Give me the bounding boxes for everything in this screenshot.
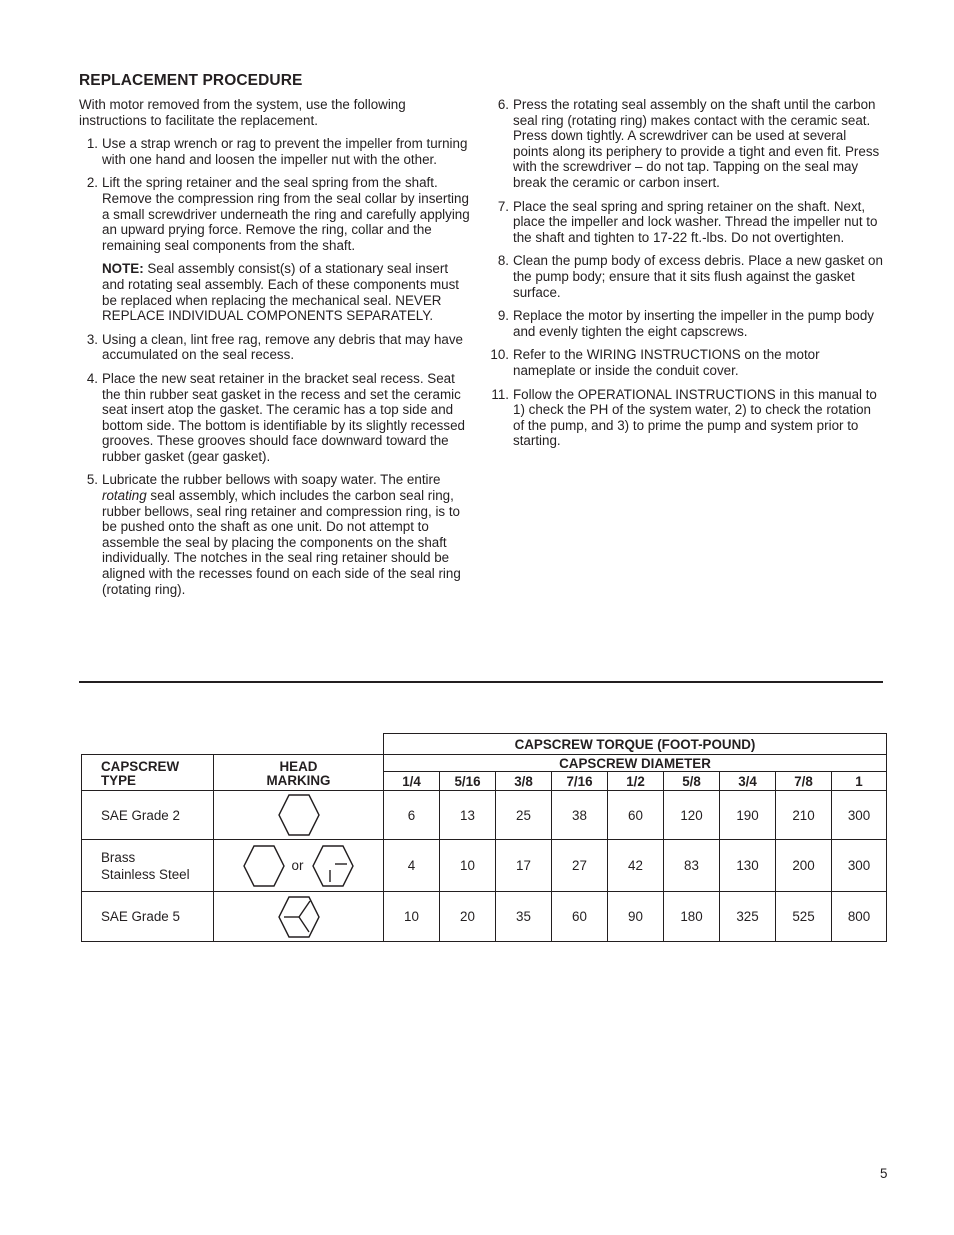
page-number: 5 bbox=[880, 1166, 888, 1181]
table-row bbox=[82, 892, 887, 942]
torque-value: 13 bbox=[440, 791, 496, 840]
torque-value: 210 bbox=[776, 791, 832, 840]
step-text: Place the seal spring and spring retainer on the shaft. Next, place the impeller and lock washer. Thread the impeller nut to the shaft and tighten to 17-22 ft.-lbs. Do not overtighten. bbox=[513, 198, 878, 245]
step-number: 4. bbox=[86, 370, 98, 386]
diameter-cell: 3/4 bbox=[720, 772, 776, 791]
step-number: 1. bbox=[86, 136, 98, 152]
three-line-hex-head-icon bbox=[277, 895, 321, 939]
torque-value: 60 bbox=[552, 892, 608, 942]
step-item bbox=[490, 347, 883, 378]
torque-value: 6 bbox=[384, 791, 440, 840]
step-number: 11. bbox=[491, 386, 509, 402]
type-line: SAE Grade 5 bbox=[101, 909, 180, 924]
torque-value: 17 bbox=[496, 840, 552, 892]
head-marking-cell bbox=[214, 840, 384, 892]
left-column bbox=[79, 97, 472, 605]
step-number: 3. bbox=[86, 331, 98, 347]
steps-list-right bbox=[490, 97, 883, 449]
diameter-cell: 5/8 bbox=[664, 772, 720, 791]
torque-value: 27 bbox=[552, 840, 608, 892]
torque-header: CAPSCREW TORQUE (FOOT-POUND) bbox=[384, 734, 887, 755]
diameter-cell: 5/16 bbox=[440, 772, 496, 791]
step-item bbox=[490, 308, 883, 339]
step-text-part: seal assembly, which includes the carbon seal ring, rubber bellows, seal ring retainer and compression ring, is to be pushed onto the shaft as one unit. Do not attempt to assemble the seal by placing the components on the shaft individually. The notches in the seal ring retainer should be aligned with the recesses found on each side of the seal ring (rotating ring). bbox=[102, 488, 461, 597]
step-number: 9. bbox=[497, 308, 509, 324]
torque-value: 10 bbox=[384, 892, 440, 942]
torque-value: 325 bbox=[720, 892, 776, 942]
header-line: MARKING bbox=[266, 773, 331, 788]
step-number: 7. bbox=[497, 198, 509, 214]
right-column bbox=[490, 97, 883, 457]
torque-value: 300 bbox=[832, 791, 887, 840]
step-text: Press the rotating seal assembly on the shaft until the carbon seal ring (rotating ring) makes contact with the ceramic seat. Press down tightly. A screwdriver can be used at several points along its periphery to provide a tight and even fit. Press with the screwdriver – do not tap. Tapping on the seal may break the ceramic or carbon insert. bbox=[513, 97, 880, 190]
step-text: Lift the spring retainer and the seal spring from the shaft. Remove the compression ring from the seal collar by inserting a small screwdriver underneath the ring and carefully applying an upward prying force. Remove the ring, collar and the remaining seal components from the shaft. bbox=[102, 175, 470, 253]
diameter-cell: 7/8 bbox=[776, 772, 832, 791]
head-marking-cell bbox=[214, 892, 384, 942]
step-text: Refer to the WIRING INSTRUCTIONS on the motor nameplate or inside the conduit cover. bbox=[513, 347, 820, 378]
step-item bbox=[79, 472, 472, 597]
capscrew-type-cell bbox=[82, 791, 214, 840]
type-line: Brass bbox=[101, 849, 136, 865]
step-text-emphasis: rotating bbox=[102, 488, 147, 504]
torque-value: 20 bbox=[440, 892, 496, 942]
two-line-hex-head-icon bbox=[311, 844, 355, 888]
torque-value: 180 bbox=[664, 892, 720, 942]
table-corner-blank bbox=[82, 734, 384, 755]
step-item bbox=[79, 136, 472, 167]
step-item bbox=[490, 253, 883, 300]
step-text: Follow the OPERATIONAL INSTRUCTIONS in this manual to 1) check the PH of the system water, 2) to check the rotation of the pump, and 3) to prime the pump and system prior to starting. bbox=[513, 386, 877, 449]
step-text: Place the new seat retainer in the bracket seal recess. Seat the thin rubber seat gasket in the recess and set the ceramic seat insert atop the gasket. The ceramic has a top side and bottom side. The bottom is identifiable by its slightly recessed grooves. These grooves should face downward toward the rubber gasket (gear gasket). bbox=[102, 370, 465, 464]
diameter-cell: 3/8 bbox=[496, 772, 552, 791]
step-item bbox=[490, 97, 883, 191]
table-row bbox=[82, 840, 887, 892]
step-text bbox=[102, 472, 461, 596]
intro-paragraph: With motor removed from the system, use the following instructions to facilitate the replacement. bbox=[79, 97, 406, 128]
step-item bbox=[79, 371, 472, 465]
head-marking-header bbox=[214, 755, 384, 791]
torque-value: 525 bbox=[776, 892, 832, 942]
diameter-cell: 1/2 bbox=[608, 772, 664, 791]
step-number: 5. bbox=[86, 472, 98, 488]
step-text: Use a strap wrench or rag to prevent the impeller from turning with one hand and loosen the impeller nut with the other. bbox=[102, 136, 468, 167]
torque-value: 120 bbox=[664, 791, 720, 840]
step-text: Using a clean, lint free rag, remove any debris that may have accumulated on the seal recess. bbox=[102, 331, 463, 363]
diameter-header: CAPSCREW DIAMETER bbox=[384, 755, 887, 772]
capscrew-type-cell bbox=[82, 892, 214, 942]
torque-value: 300 bbox=[832, 840, 887, 892]
table-row bbox=[82, 791, 887, 840]
torque-value: 4 bbox=[384, 840, 440, 892]
step-number: 10. bbox=[490, 347, 509, 363]
note-text: Seal assembly consist(s) of a stationary seal insert and rotating seal assembly. Each of these components must be replaced when replacing the mechanical seal. NEVER REPLACE INDIVIDUAL COMPONENTS SEPARATELY. bbox=[102, 261, 460, 324]
steps-list-left bbox=[79, 136, 472, 597]
diameter-cell: 1 bbox=[832, 772, 887, 791]
diameter-cell: 7/16 bbox=[552, 772, 608, 791]
diameter-cell: 1/4 bbox=[384, 772, 440, 791]
step-item bbox=[79, 175, 472, 323]
step-number: 6. bbox=[497, 97, 509, 112]
section-divider bbox=[79, 681, 883, 683]
torque-value: 200 bbox=[776, 840, 832, 892]
step-item bbox=[490, 387, 883, 449]
step-text-part: Lubricate the rubber bellows with soapy water. The entire bbox=[102, 472, 441, 488]
torque-value: 10 bbox=[440, 840, 496, 892]
type-line: SAE Grade 2 bbox=[101, 807, 180, 823]
type-line: Stainless Steel bbox=[101, 866, 190, 882]
note-paragraph bbox=[102, 261, 472, 323]
head-marking-cell bbox=[214, 791, 384, 840]
step-text: Replace the motor by inserting the impeller in the pump body and evenly tighten the eight capscrews. bbox=[513, 308, 874, 339]
torque-value: 83 bbox=[664, 840, 720, 892]
step-text: Clean the pump body of excess debris. Place a new gasket on the pump body; ensure that it sits flush against the gasket surface. bbox=[513, 253, 883, 300]
header-line: HEAD bbox=[279, 759, 318, 774]
torque-value: 90 bbox=[608, 892, 664, 942]
torque-value: 190 bbox=[720, 791, 776, 840]
page-title: REPLACEMENT PROCEDURE bbox=[79, 72, 303, 89]
header-line: CAPSCREW bbox=[101, 759, 180, 774]
capscrew-type-cell bbox=[82, 840, 214, 892]
step-item bbox=[490, 199, 883, 246]
plain-hex-head-icon bbox=[242, 844, 286, 888]
torque-value: 25 bbox=[496, 791, 552, 840]
step-number: 2. bbox=[86, 175, 98, 191]
capscrew-type-header bbox=[82, 755, 214, 791]
capscrew-torque-table bbox=[81, 733, 887, 942]
torque-value: 42 bbox=[608, 840, 664, 892]
torque-value: 130 bbox=[720, 840, 776, 892]
torque-value: 38 bbox=[552, 791, 608, 840]
or-label: or bbox=[291, 858, 304, 873]
header-line: TYPE bbox=[101, 773, 136, 788]
plain-hex-head-icon bbox=[277, 793, 321, 837]
torque-value: 35 bbox=[496, 892, 552, 942]
torque-value: 800 bbox=[832, 892, 887, 942]
step-item bbox=[79, 332, 472, 363]
torque-value: 60 bbox=[608, 791, 664, 840]
note-label: NOTE: bbox=[102, 261, 144, 277]
step-number: 8. bbox=[497, 253, 509, 269]
